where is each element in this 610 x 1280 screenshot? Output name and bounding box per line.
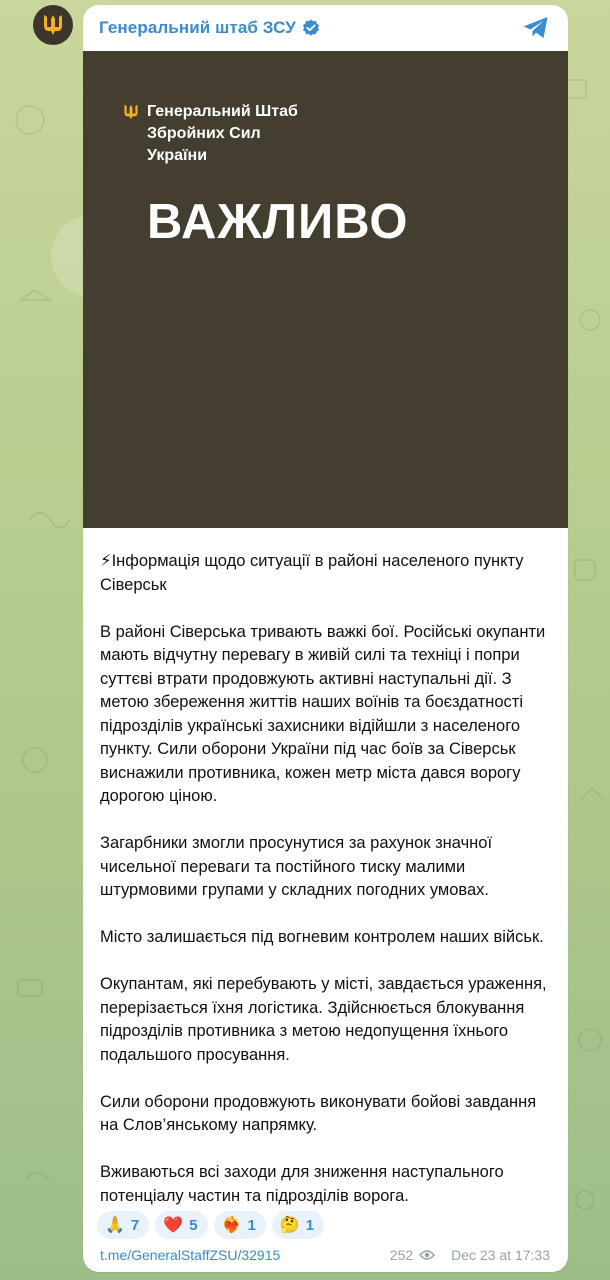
reaction-count: 5 [189,1216,198,1234]
post-paragraph: В районі Сіверська тривають важкі бої. Російські окупанти мають відчутну перевагу в живій силі та техніці і попри суттєві втрати продовжують активні наступальні дії. З метою збереження життів наших воїнів та боєздатності підрозділів українські захисники відійшли з населеного пункту. Сили оборони України під час боїв за Сіверськ виснажили противника, кожен метр міста дався ворогу дорогою ціною. [100,622,546,805]
reaction-heart[interactable] [155,1211,207,1239]
logo-text-line-1: Генеральний Штаб [147,103,298,120]
telegram-share-icon[interactable] [522,15,550,46]
heart-on-fire-emoji-icon: ❤️‍🔥 [221,1217,242,1234]
post-paragraph: Вживаються всі заходи для зниження наступального потенціалу частин та підрозділів ворога. [100,1163,504,1205]
channel-avatar[interactable] [33,5,73,45]
heart-emoji-icon: ❤️ [163,1217,184,1234]
logo-text-line-3: України [147,147,208,164]
reaction-pray[interactable] [97,1211,149,1239]
tryzub-icon [42,13,64,37]
pray-emoji-icon: 🙏 [105,1217,125,1234]
reaction-thinking[interactable] [272,1211,324,1239]
reaction-heart-on-fire[interactable] [214,1211,266,1239]
post-image[interactable] [83,51,568,528]
message-bubble [83,5,568,1272]
general-staff-logo [123,101,298,167]
message-footer [100,1245,550,1265]
reaction-count: 1 [305,1216,315,1234]
thinking-emoji-icon: 🤔 [279,1217,300,1234]
tryzub-icon [123,103,139,121]
eye-icon [419,1249,435,1261]
message-header [83,5,568,51]
verified-icon [302,19,320,37]
post-title-paragraph: ⚡Інформація щодо ситуації в районі населеного пункту Сіверськ [100,552,524,594]
image-headline: ВАЖЛИВО [147,195,409,249]
channel-name[interactable]: Генеральний штаб ЗСУ [99,18,296,37]
post-paragraph: Окупантам, які перебувають у місті, завдається ураження, перерізається їхня логістика. Здійснюється блокування підрозділів противника з метою недопущення їхнього подальшого просування. [100,975,547,1064]
logo-text-line-2: Збройних Сил [147,125,261,142]
post-text [100,550,555,1232]
post-paragraph: Місто залишається під вогневим контролем наших військ. [100,928,544,946]
post-paragraph: Загарбники змогли просунутися за рахунок значної чисельної переваги та постійного тиску малими штурмовими групами у складних погодних умовах. [100,834,493,899]
post-paragraph: Сили оборони продовжують виконувати бойові завдання на Слов’янському напрямку. [100,1092,537,1134]
reaction-count: 7 [130,1216,140,1234]
reaction-count: 1 [247,1216,256,1234]
reactions-bar [97,1211,324,1239]
message-date: Dec 23 at 17:33 [451,1247,550,1263]
post-link[interactable]: t.me/GeneralStaffZSU/32915 [100,1247,281,1263]
message-meta [390,1247,550,1263]
views-count: 252 [389,1247,414,1263]
